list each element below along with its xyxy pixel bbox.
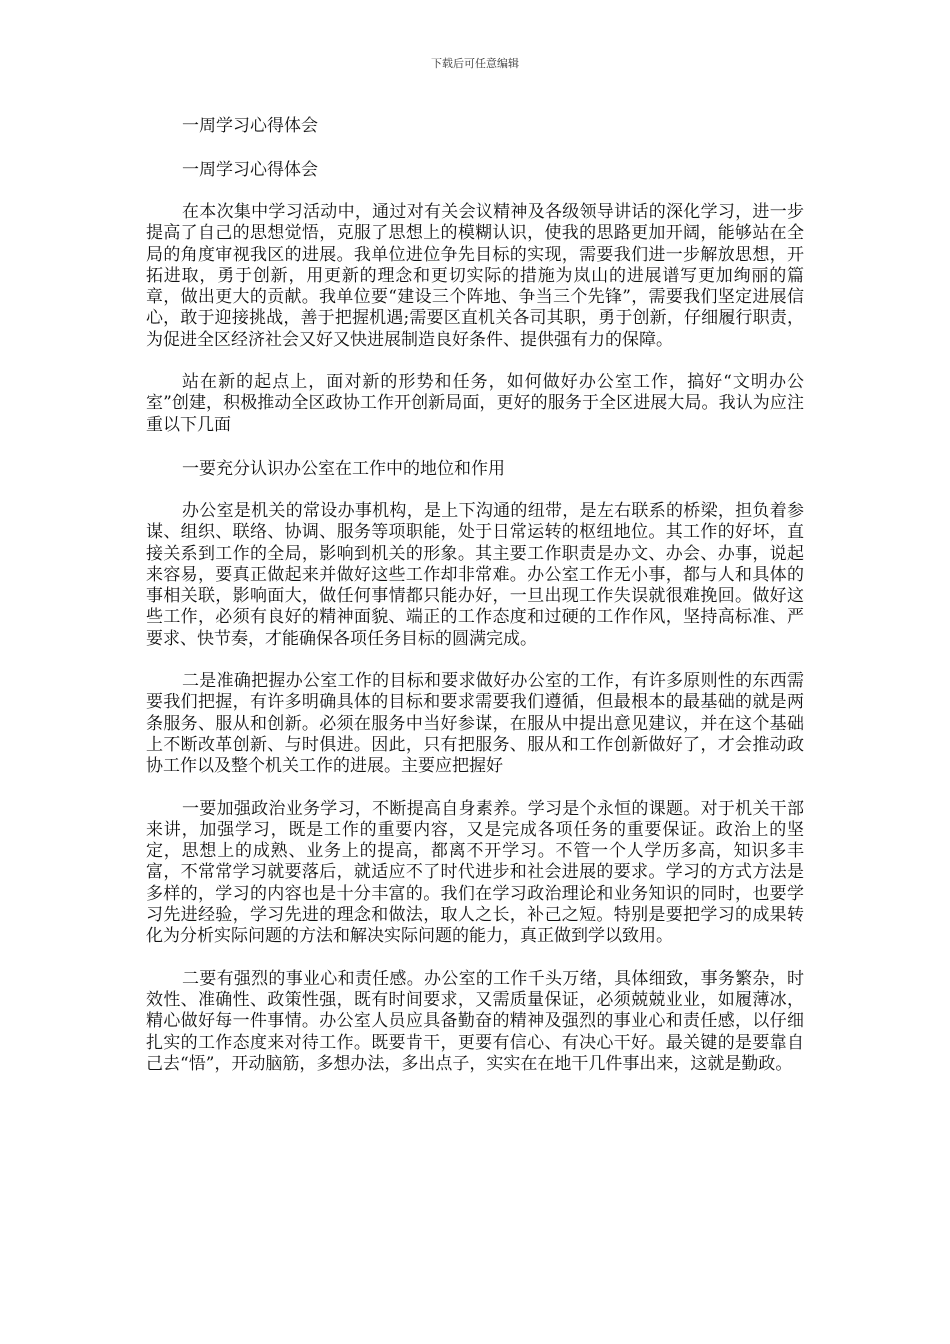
section-heading: 一要充分认识办公室在工作中的地位和作用 [182,458,505,479]
paragraph-goals: 二是准确把握办公室工作的目标和要求做好办公室的工作，有许多原则性的东西需要我们把握，有许多明确具体的目标和要求需要我们遵循，但最根本的最基础的就是两条服务、服从和创新。必须在服务中当好参谋，在服从中提出意见建议，并在这个基础上不断改革创新、与时俱进。因此，只有把服务、服从和工作创新做好了，才会推动政协工作以及整个机关工作的进展。主要应把握好 [146,671,804,777]
document-title: 一周学习心得体会 [182,116,318,136]
paragraph-new-start: 站在新的起点上，面对新的形势和任务，如何做好办公室工作，搞好“文明办公室”创建，积极推动全区政协工作开创新局面，更好的服务于全区进展大局。我认为应注重以下几面 [146,372,804,435]
header-note: 下载后可任意编辑 [431,57,519,70]
document-body [146,114,804,1096]
paragraph-office-role: 办公室是机关的常设办事机构，是上下沟通的纽带，是左右联系的桥梁，担负着参谋、组织、联络、协调、服务等项职能，处于日常运转的枢纽地位。其工作的好坏，直接关系到工作的全局，影响到机关的形象。其主要工作职责是办文、办会、办事，说起来容易，要真正做起来并做好这些工作却非常难。办公室工作无小事，都与人和具体的事相关联，影响面大，做任何事情都只能办好，一旦出现工作失误就很难挽回。做好这些工作，必须有良好的精神面貌、端正的工作态度和过硬的工作作风，坚持高标准、严要求、快节奏，才能确保各项任务目标的圆满完成。 [146,500,804,649]
paragraph-intro: 在本次集中学习活动中，通过对有关会议精神及各级领导讲话的深化学习，进一步提高了自己的思想觉悟，克服了思想上的模糊认识，使我的思路更加开阔，能够站在全局的角度审视我区的进展。我单位进位争先目标的实现，需要我们进一步解放思想，开拓进取，勇于创新，用更新的理念和更切实际的措施为岚山的进展谱写更加绚丽的篇章，做出更大的贡献。我单位要“建设三个阵地、争当三个先锋”，需要我们坚定进展信心，敢于迎接挑战，善于把握机遇;需要区直机关各司其职，勇于创新，仔细履行职责，为促进全区经济社会又好又快进展制造良好条件、提供强有力的保障。 [146,202,804,350]
paragraph-responsibility: 二要有强烈的事业心和责任感。办公室的工作千头万绪，具体细致，事务繁杂，时效性、准确性、政策性强，既有时间要求，又需质量保证，必须兢兢业业，如履薄冰，精心做好每一件事情。办公室人员应具备勤奋的精神及强烈的事业心和责任感，以仔细扎实的工作态度来对待工作。既要肯干，更要有信心、有决心干好。最关键的是要靠自己去“悟”，开动脑筋，多想办法，多出点子，实实在在地干几件事出来，这就是勤政。 [146,968,804,1074]
document-subtitle: 一周学习心得体会 [182,160,318,180]
paragraph-study: 一要加强政治业务学习，不断提高自身素养。学习是个永恒的课题。对于机关干部来讲，加强学习，既是工作的重要内容，又是完成各项任务的重要保证。政治上的坚定，思想上的成熟、业务上的提高，都离不开学习。不管一个人学历多高，知识多丰富，不常常学习就要落后，就适应不了时代进步和社会进展的要求。学习的方式方法是多样的，学习的内容也是十分丰富的。我们在学习政治理论和业务知识的同时，也要学习先进经验，学习先进的理念和做法，取人之长，补己之短。特别是要把学习的成果转化为分析实际问题的方法和解决实际问题的能力，真正做到学以致用。 [146,798,804,947]
